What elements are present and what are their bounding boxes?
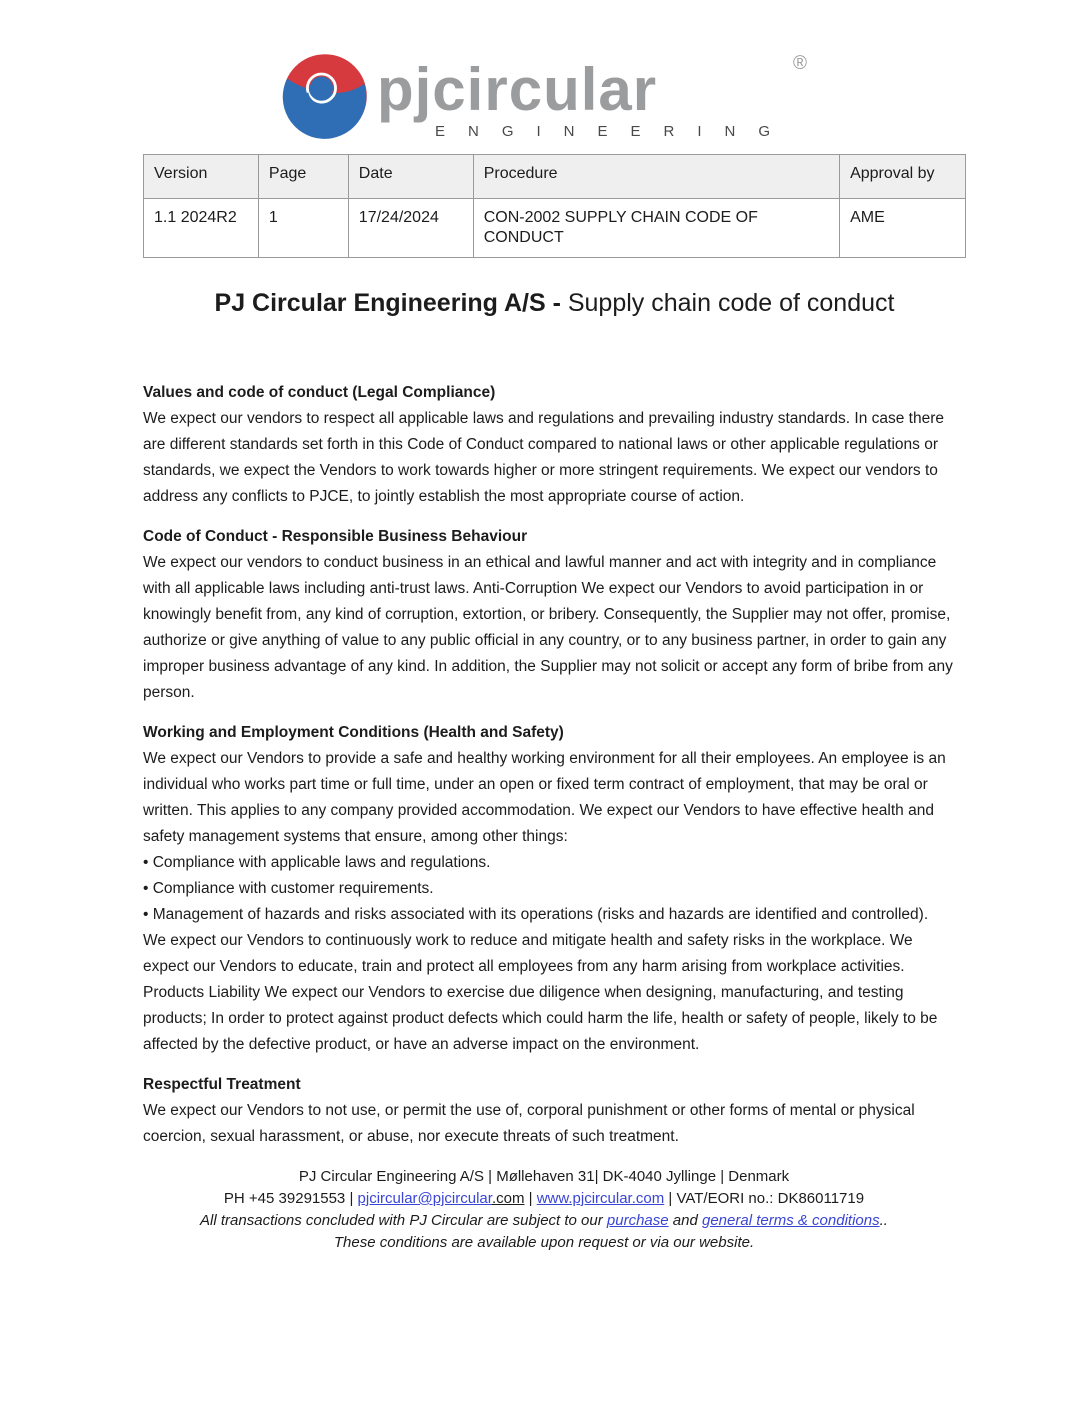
doc-info-value-row xyxy=(144,199,966,258)
section-paragraph: We expect our vendors to conduct business in an ethical and lawful manner and act with integrity and in compliance with all applicable laws including anti-trust laws. Anti-Corruption We expect our Vendors to avoid participation in or knowingly benefit from, any kind of corruption, extortion, or bribery. Consequently, the Supplier may not offer, promise, authorize or give anything of value to any public official in any country, or to any business partner, in order to gain any improper business advantage of any kind. In addition, the Supplier may not solicit or accept any form of bribe from any person. xyxy=(143,554,953,701)
website-link[interactable]: www.pjcircular.com xyxy=(536,1190,665,1207)
brand-subtitle: ENGINEERING xyxy=(434,123,793,140)
doc-info-table xyxy=(143,154,966,258)
footer-terms-middle: and xyxy=(668,1212,702,1229)
header-page: Page xyxy=(258,155,348,199)
page-title xyxy=(143,286,966,320)
bullet-item: • Management of hazards and risks associated with its operations (risks and hazards are identified and controlled). xyxy=(143,906,929,923)
value-version: 1.1 2024R2 xyxy=(144,199,259,258)
general-terms-link[interactable]: general terms & conditions xyxy=(702,1212,880,1229)
logo-text xyxy=(377,52,793,140)
value-approval-by: AME xyxy=(840,199,966,258)
bullet-item: • Compliance with customer requirements. xyxy=(143,880,434,897)
header-procedure: Procedure xyxy=(473,155,839,199)
footer-phone: PH +45 39291553 | xyxy=(223,1190,358,1207)
section-paragraph: We expect our vendors to respect all applicable laws and regulations and prevailing industry standards. In case there are different standards set forth in this Code of Conduct compared to national laws or other applicable regulations or standards, we expect the Vendors to work towards higher or more stringent requirements. We expect our vendors to address any conflicts to PJCE, to jointly establish the most appropriate course of action. xyxy=(143,410,945,505)
section-paragraph: We expect our Vendors to not use, or permit the use of, corporal punishment or other forms of mental or physical coercion, sexual harassment, or abuse, nor execute threats of such treatment. xyxy=(143,1102,915,1145)
document-body xyxy=(143,380,955,1150)
section-heading: Code of Conduct - Responsible Business Behaviour xyxy=(143,528,528,545)
purchase-terms-link[interactable]: purchase xyxy=(606,1212,669,1229)
value-page: 1 xyxy=(258,199,348,258)
email-link-tail[interactable]: .com xyxy=(491,1190,525,1207)
brand-name: pjcircular xyxy=(376,56,658,123)
footer-availability-line: These conditions are available upon request or via our website. xyxy=(333,1234,755,1251)
value-procedure: CON-2002 SUPPLY CHAIN CODE OF CONDUCT xyxy=(473,199,839,258)
section-health-safety xyxy=(143,720,955,1058)
section-paragraph: We expect our Vendors to provide a safe and healthy working environment for all their employees. An employee is an individual who works part time or full time, under an open or fixed term contract of employment, that may be oral or written. This applies to any company provided accommodation. We expect our Vendors to have effective health and safety management systems that ensure, among other things: xyxy=(143,750,946,845)
registered-trademark-symbol: ® xyxy=(793,53,807,74)
page-title-subject: Supply chain code of conduct xyxy=(567,289,895,317)
header-version: Version xyxy=(144,155,259,199)
section-heading: Working and Employment Conditions (Health and Safety) xyxy=(143,724,564,741)
page-footer xyxy=(0,1166,1088,1254)
doc-info-header-row xyxy=(144,155,966,199)
footer-vat: | VAT/EORI no.: DK86011719 xyxy=(664,1190,865,1207)
bullet-item: • Compliance with applicable laws and regulations. xyxy=(143,854,491,871)
section-responsible-business xyxy=(143,524,955,706)
footer-contact-line xyxy=(0,1188,1088,1210)
footer-terms-line xyxy=(0,1210,1088,1232)
email-link[interactable]: pjcircular@pjcircular xyxy=(357,1190,492,1207)
header-date: Date xyxy=(348,155,473,199)
footer-address-line: PJ Circular Engineering A/S | Møllehaven 31| DK-4040 Jyllinge | Denmark xyxy=(298,1168,790,1185)
footer-terms-prefix: All transactions concluded with PJ Circular are subject to our xyxy=(200,1212,607,1229)
footer-terms-suffix: .. xyxy=(879,1212,888,1229)
section-paragraph: We expect our Vendors to continuously work to reduce and mitigate health and safety risks in the workplace. We expect our Vendors to educate, train and protect all employees from any harm arising from workplace activities. Products Liability We expect our Vendors to exercise due diligence when designing, manufacturing, and testing products; In order to protect against product defects which could harm the life, health or safety of people, likely to be affected by the defective product, or have an adverse impact on the environment. xyxy=(143,932,938,1053)
value-date: 17/24/2024 xyxy=(348,199,473,258)
page-title-company: PJ Circular Engineering A/S - xyxy=(214,289,561,317)
logo xyxy=(0,0,1088,140)
section-legal-compliance xyxy=(143,380,955,510)
section-heading: Values and code of conduct (Legal Compliance) xyxy=(143,384,496,401)
footer-separator: | xyxy=(524,1190,537,1207)
section-heading: Respectful Treatment xyxy=(143,1076,301,1093)
section-respectful-treatment xyxy=(143,1072,955,1150)
header-approval-by: Approval by xyxy=(840,155,966,199)
swirl-logo-icon xyxy=(281,52,369,140)
